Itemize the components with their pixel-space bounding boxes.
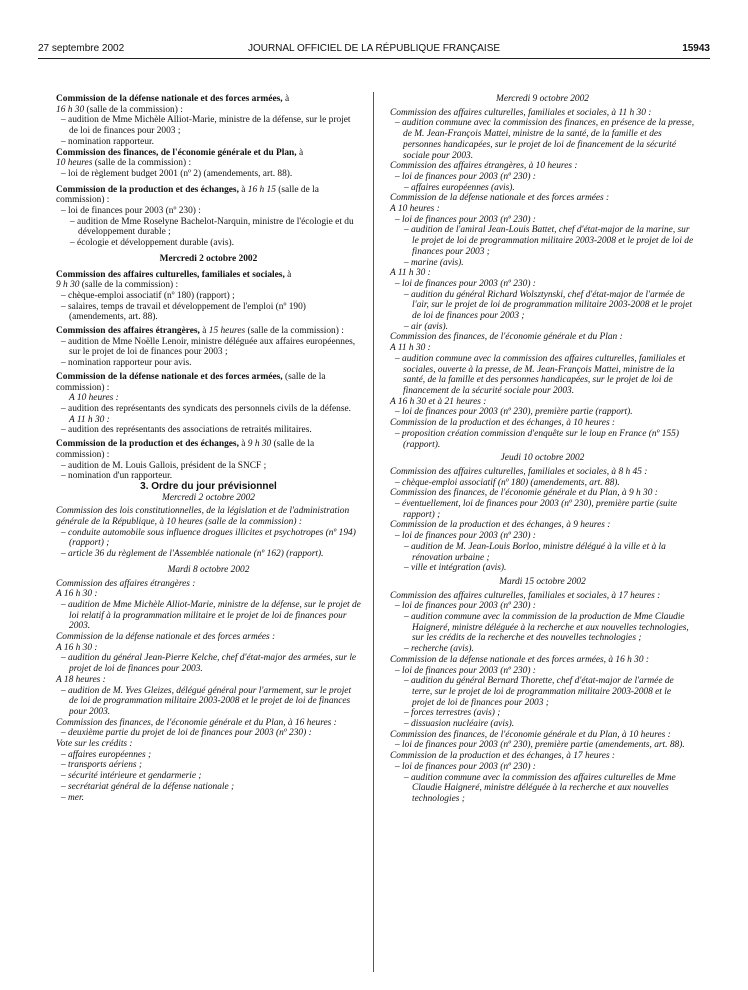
agenda-item: – audition commune avec la commission des finances, en présence de la presse, de M. Jean-François Mattei, ministre de la santé, de la famille et des personnes handicapées, sur le projet de loi de financement de la sécurité sociale pour 2003. [395,118,695,161]
time-slot: A 11 h 30 : [390,343,431,354]
agenda-entry: Commission de la défense nationale et des forces armées : [390,193,610,204]
agenda-item: – loi de finances pour 2003 (nº 230), première partie (amendements, art. 88). [395,740,685,751]
agenda-subitem: – ville et intégration (avis). [404,563,507,574]
agenda-item: – loi de finances pour 2003 (nº 230) : [395,171,536,182]
agenda-item: – loi de finances pour 2003 (nº 230) : [395,761,536,772]
agenda-item: – loi de finances pour 2003 (nº 230) : [395,531,536,542]
agenda-entry: Commission des lois constitutionnelles, de la législation et de l'administration générale de la République, à 10 heures (salle de la commission) : [56,506,350,528]
time-slot: A 16 h 30 : [56,642,98,653]
agenda-item: – loi de finances pour 2003 (nº 230) : [395,278,536,289]
agenda-subitem: – recherche (avis). [404,644,474,655]
agenda-item: – éventuellement, loi de finances pour 2003 (nº 230), première partie (suite rapport) ; [395,499,678,520]
time-slot: A 11 h 30 : [390,268,431,279]
agenda-subitem: – transports aériens ; [61,760,142,771]
right-column [390,94,695,805]
agenda-subitem: – forces terrestres (avis) ; [404,708,501,719]
date-heading: Mercredi 9 octobre 2002 [496,94,589,104]
agenda-entry: Commission des finances, de l'économie générale et du Plan, à 9 h 30 : [390,488,658,499]
left-column [56,94,361,803]
agenda-entry: Commission des affaires culturelles, familiales et sociales, à 11 h 30 : [390,107,652,118]
agenda-entry: Commission des affaires culturelles, familiales et sociales, à 17 heures : [390,590,661,601]
agenda-entry: Commission des affaires étrangères, à 10 heures : [390,161,578,172]
time-slot: A 16 h 30 : [56,589,98,600]
page-header [38,43,710,57]
date-heading: Mardi 15 octobre 2002 [499,576,586,587]
agenda-item: – conduite automobile sous influence drogues illicites et psychotropes (nº 194) (rapport) ; [61,527,356,549]
agenda-entry: Commission des affaires étrangères : [56,578,196,589]
agenda-subitem: – mer. [61,792,84,803]
date-heading: Jeudi 10 octobre 2002 [500,453,585,464]
time-slot: A 16 h 30 et à 21 heures : [390,396,487,407]
agenda-subitem: – écologie et développement durable (avis). [70,238,234,249]
agenda-entry: Vote sur les crédits : [56,739,133,750]
journal-title: JOURNAL OFFICIEL DE LA RÉPUBLIQUE FRANÇAISE [247,43,501,54]
agenda-entry: Commission de la défense nationale et des forces armées : [56,632,276,643]
agenda-subitem: – affaires européennes ; [61,749,152,760]
agenda-item: – chèque-emploi associatif (nº 180) (rapport) ; [61,290,235,301]
agenda-subitem: – audition de l'amiral Jean-Louis Battet, chef d'état-major de la marine, sur le projet de loi de programmation militaire 2003-2008 et le projet de loi de finances pour 2003 ; [404,225,694,257]
agenda-item: – audition du général Jean-Pierre Kelche, chef d'état-major des armées, sur le projet de loi de finances pour 2003. [61,653,357,675]
agenda-entry: Commission des finances, de l'économie générale et du Plan, à 10 heures (salle de la commission) : [56,147,304,169]
agenda-entry: Commission des finances, de l'économie générale et du Plan : [390,332,623,343]
header-date: 27 septembre 2002 [38,43,125,54]
agenda-entry: Commission des affaires étrangères, à 15 heures (salle de la commission) : [56,326,344,337]
agenda-entry: Commission des affaires culturelles, familiales et sociales, à 8 h 45 : [390,466,648,477]
agenda-item: – audition de Mme Noëlle Lenoir, ministre déléguée aux affaires européennes, sur le projet de loi de finances pour 2003 ; [61,336,356,358]
agenda-entry: Commission de la production et des échanges, à 9 h 30 (salle de la commission) : [56,439,315,460]
agenda-subitem: – sécurité intérieure et gendarmerie ; [61,771,202,782]
agenda-entry: Commission des affaires culturelles, familiales et sociales, à 9 h 30 (salle de la commission) : [56,269,292,291]
agenda-entry: Commission de la défense nationale et des forces armées, à 16 h 30 (salle de la commission) : [56,94,290,115]
agenda-item: – audition commune avec la commission des affaires culturelles, familiales et sociales, ouverte à la presse, de M. Jean-François Mattei, ministre de la santé, de la famille et des personnes handicapées, sur le projet de loi de financement de la sécurité sociale pour 2003. [395,353,686,396]
agenda-item: – audition des représentants des syndicats des personnels civils de la défense. [61,403,352,414]
header-rule [38,58,710,59]
agenda-item: – loi de finances pour 2003 (nº 230) : [395,665,536,676]
agenda-entry: Commission de la production et des échanges, à 16 h 15 (salle de la commission) : [56,184,319,206]
agenda-subitem: – audition du général Bernard Thorette, chef d'état-major de l'armée de terre, sur le projet de loi de programmation militaire 2003-2008 et le projet de loi de finances pour 2003 ; [404,676,674,708]
agenda-item: – salaires, temps de travail et développement de l'emploi (nº 190) (amendements, art. 88). [61,301,306,323]
agenda-subitem: – marine (avis). [404,257,464,268]
agenda-subitem: – audition de Mme Roselyne Bachelot-Narquin, ministre de l'écologie et du développement durable ; [70,216,354,238]
agenda-item: – audition de M. Louis Gallois, président de la SNCF ; [61,460,267,471]
time-slot: A 18 heures : [56,674,106,685]
date-heading: Mercredi 2 octobre 2002 [162,492,255,503]
time-slot: A 10 heures : [69,393,119,404]
column-divider [373,92,374,972]
agenda-subitem: – audition commune avec la commission des affaires culturelles de Mme Claudie Haigneré, ministre déléguée à la recherche et aux nouvelles technologies ; [404,772,676,804]
agenda-item: – loi de finances pour 2003 (nº 230) : [395,214,536,225]
agenda-entry: Commission de la production et des échanges, à 17 heures : [390,751,616,762]
agenda-item: – deuxième partie du projet de loi de finances pour 2003 (nº 230) : [61,728,312,739]
agenda-item: – audition de Mme Michèle Alliot-Marie, ministre de la défense, sur le projet de loi de finances pour 2003 ; [61,115,351,137]
agenda-item: – loi de finances pour 2003 (nº 230), première partie (rapport). [395,407,633,418]
section-title: 3. Ordre du jour prévisionnel [140,480,277,492]
agenda-subitem: – dissuasion nucléaire (avis). [404,719,515,730]
agenda-item: – audition des représentants des associations de retraités militaires. [61,425,312,436]
page-number: 15943 [682,43,710,54]
agenda-item: – audition de M. Yves Gleizes, délégué général pour l'armement, sur le projet de loi de programmation militaire 2003-2008 et le projet de loi de finances pour 2003. [61,685,352,717]
agenda-subitem: – affaires européennes (avis). [404,182,515,193]
agenda-item: – loi de finances pour 2003 (nº 230) : [395,601,536,612]
agenda-item: – article 36 du règlement de l'Assemblée nationale (nº 162) (rapport). [61,549,324,560]
agenda-entry: Commission de la défense nationale et des forces armées, à 16 h 30 : [390,654,649,665]
date-heading: Mercredi 2 octobre 2002 [159,253,258,264]
time-slot: A 11 h 30 : [69,414,110,425]
time-slot: A 10 heures : [390,204,440,215]
agenda-entry: Commission des finances, de l'économie générale et du Plan, à 10 heures : [390,729,671,740]
agenda-entry: Commission de la production et des échanges, à 9 heures : [390,520,611,531]
agenda-item: – loi de finances pour 2003 (nº 230) : [61,206,201,217]
agenda-item: – nomination rapporteur pour avis. [61,358,192,369]
agenda-subitem: – air (avis). [404,321,449,332]
agenda-item: – loi de règlement budget 2001 (nº 2) (amendements, art. 88). [61,168,293,179]
agenda-subitem: – audition commune avec la commission de la production de Mme Claudie Haigneré, ministre déléguée à la recherche et aux nouvelles technologies, sur les crédits de la recherche et des nouvelles technologies ; [404,612,689,644]
agenda-item: – proposition création commission d'enquête sur le loup en France (nº 155) (rapport). [395,428,679,450]
agenda-item: – nomination rapporteur. [61,136,154,147]
agenda-entry: Commission de la défense nationale et des forces armées, (salle de la commission) : [56,371,326,393]
agenda-subitem: – audition de M. Jean-Louis Borloo, ministre délégué à la ville et à la rénovation urbaine ; [404,541,666,563]
agenda-item: – nomination d'un rapporteur. [61,471,173,482]
date-heading: Mardi 8 octobre 2002 [167,564,250,575]
agenda-item: – chèque-emploi associatif (nº 180) (amendements, art. 88). [395,477,620,488]
agenda-subitem: – audition du général Richard Wolsztynski, chef d'état-major de l'armée de l'air, sur le projet de loi de programmation militaire 2003-2008 et le projet de loi de finances pour 2003 ; [404,289,693,322]
agenda-entry: Commission de la production et des échanges, à 10 heures : [390,418,616,429]
agenda-item: – audition de Mme Michèle Alliot-Marie, ministre de la défense, sur le projet de loi relatif à la programmation militaire et le projet de loi de finances pour 2003. [61,599,361,632]
agenda-subitem: – secrétariat général de la défense nationale ; [61,781,235,792]
agenda-entry: Commission des finances, de l'économie générale et du Plan, à 16 heures : [56,717,337,728]
